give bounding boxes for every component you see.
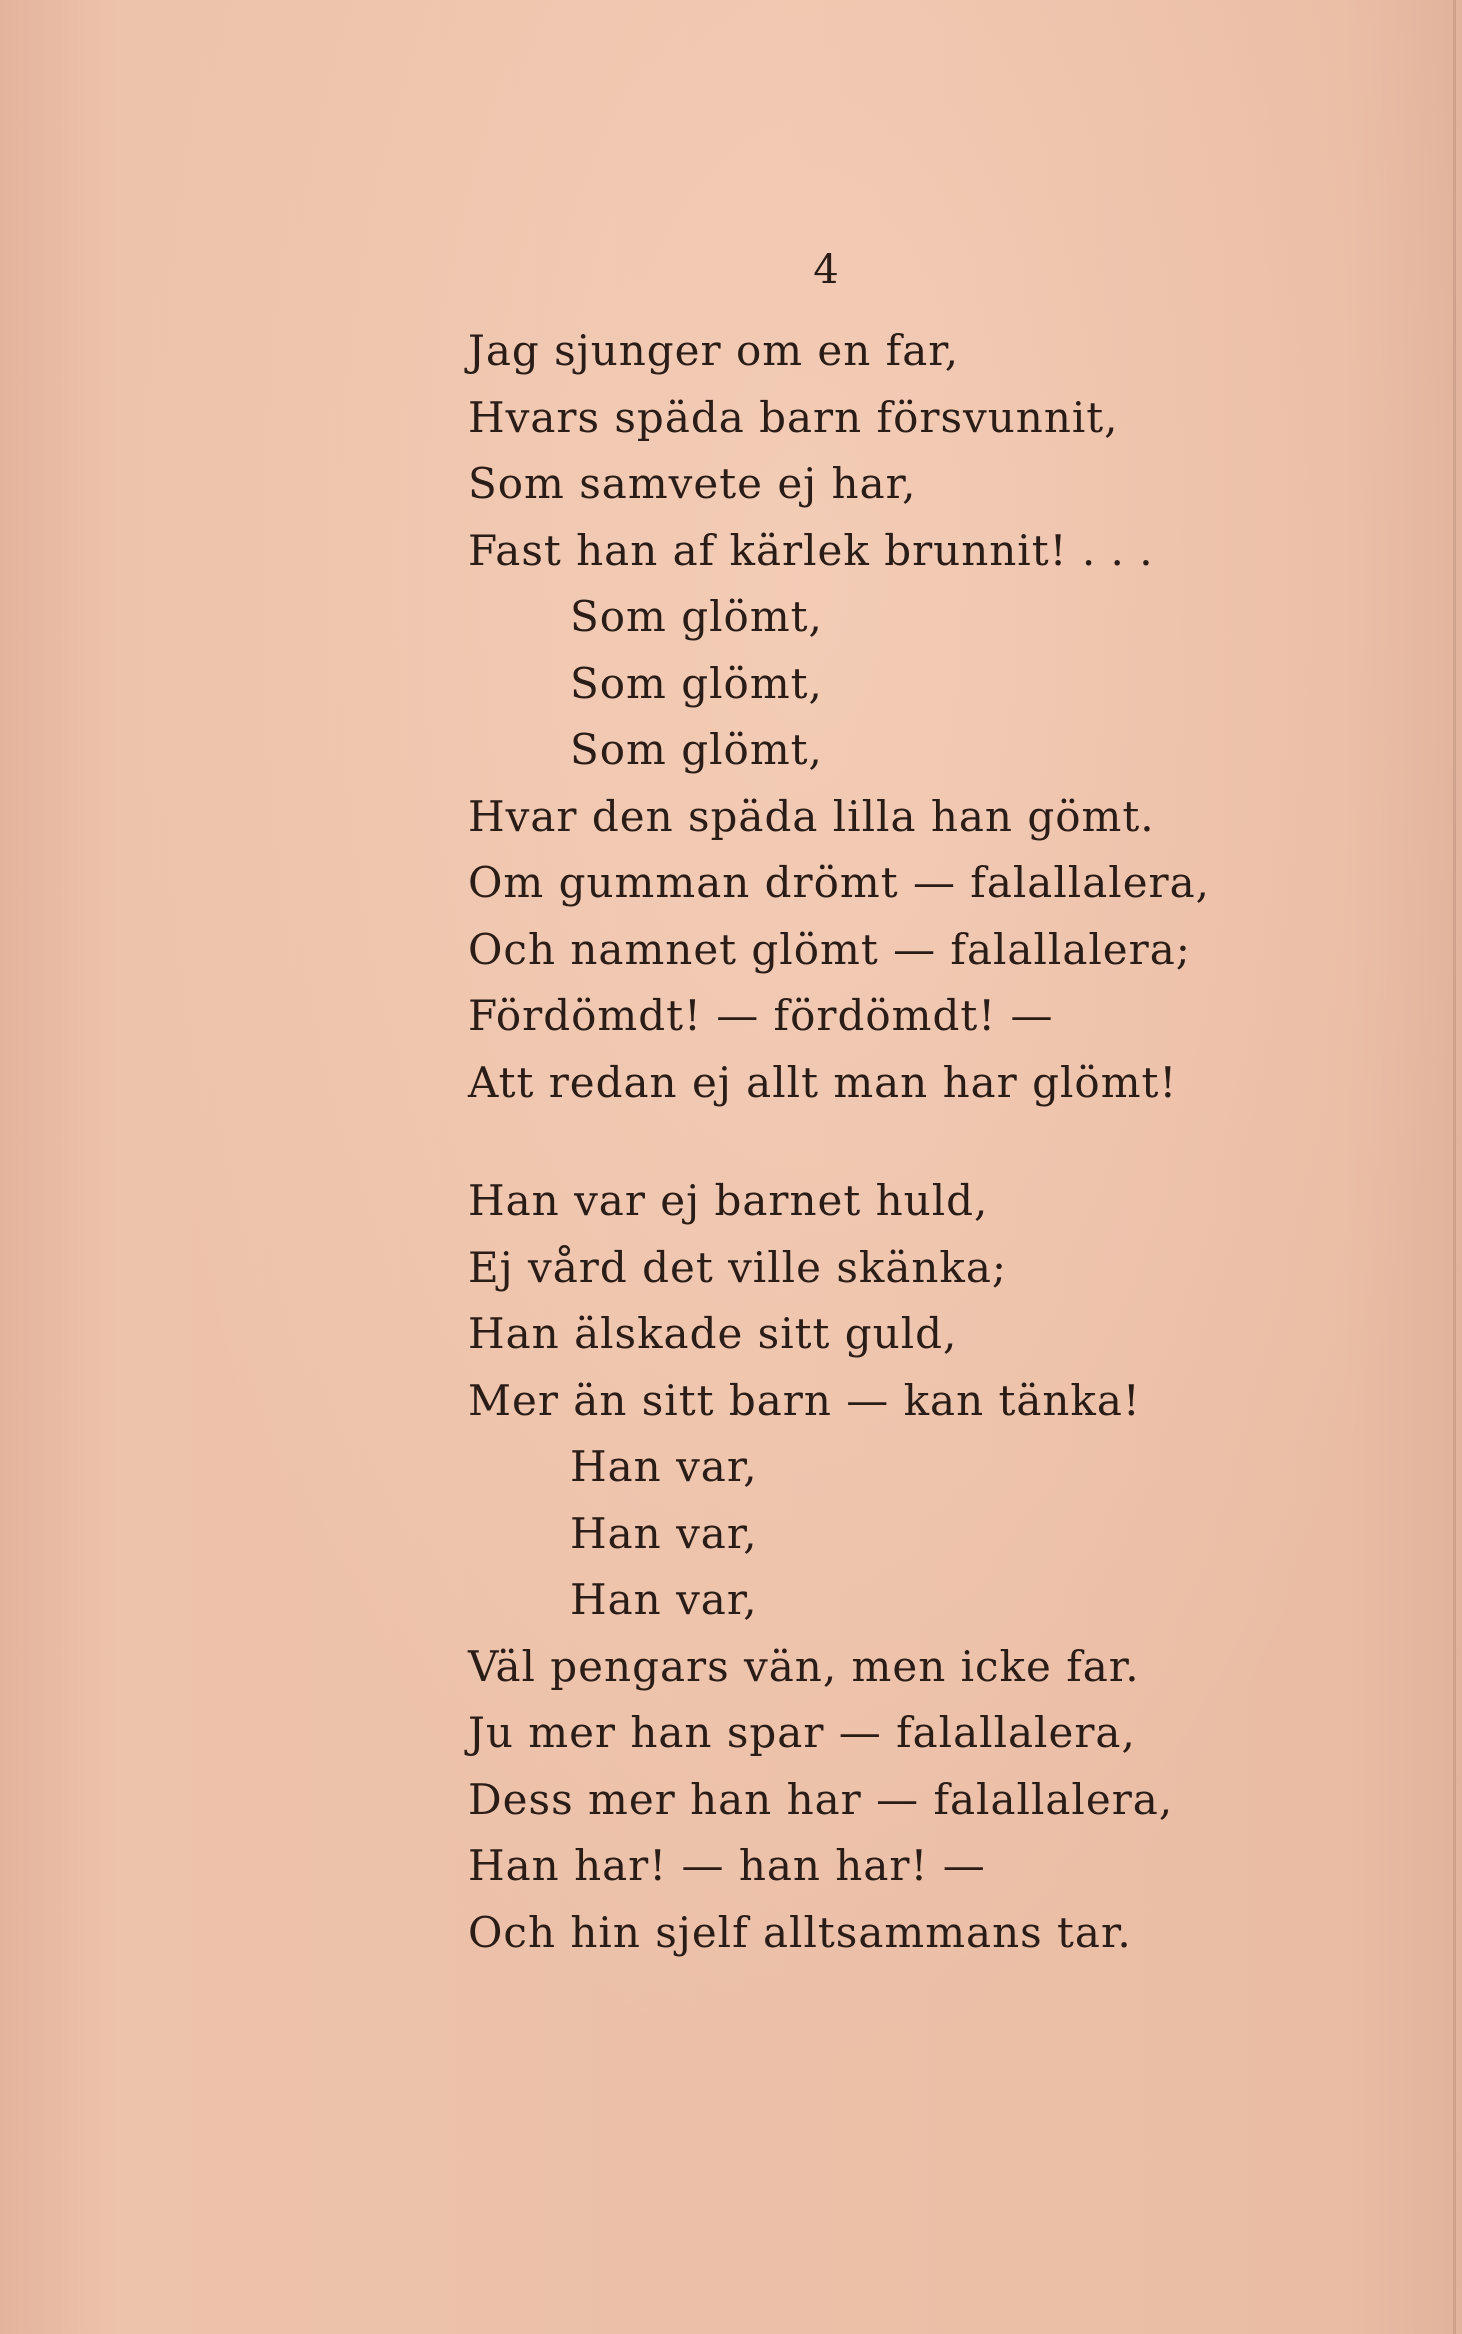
verse-line: Ju mer han spar — falallalera,: [468, 1708, 1136, 1757]
stanza-2: [468, 1168, 1173, 1966]
verse-line: Hvars späda barn försvunnit,: [468, 392, 1119, 442]
verse-line: Han var,: [570, 1508, 758, 1558]
page-number: 4: [813, 247, 839, 293]
verse-line: Och hin sjelf alltsammans tar.: [468, 1907, 1132, 1957]
verse-line: Ej vård det ville skänka;: [468, 1242, 1008, 1292]
verse-line: Fördömdt! — fördömdt! —: [468, 991, 1054, 1040]
verse-line: Om gumman drömt — falallalera,: [468, 858, 1211, 907]
verse-line: Han har! — han har! —: [468, 1841, 986, 1890]
verse-line: Som glömt,: [570, 592, 823, 641]
verse-line: Jag sjunger om en far,: [468, 326, 960, 375]
verse-line: Hvar den späda lilla han gömt.: [468, 791, 1155, 841]
verse-line: Dess mer han har — falallalera,: [468, 1774, 1174, 1824]
verse-line: Fast han af kärlek brunnit! . . .: [468, 525, 1154, 575]
verse-line: Som glömt,: [570, 725, 823, 774]
verse-line: Och namnet glömt — falallalera;: [468, 924, 1191, 974]
verse-line: Att redan ej allt man har glömt!: [468, 1057, 1178, 1107]
verse-line: Han var,: [570, 1575, 758, 1624]
verse-line: Mer än sitt barn — kan tänka!: [468, 1375, 1141, 1425]
verse-line: Han älskade sitt guld,: [468, 1309, 958, 1358]
verse-line: Som samvete ej har,: [468, 459, 917, 508]
stanza-1: [468, 318, 1210, 1116]
verse-line: Han var ej barnet huld,: [468, 1176, 989, 1225]
verse-line: Han var,: [570, 1442, 758, 1491]
verse-line: Som glömt,: [570, 658, 823, 708]
verse-line: Väl pengars vän, men icke far.: [468, 1641, 1140, 1691]
